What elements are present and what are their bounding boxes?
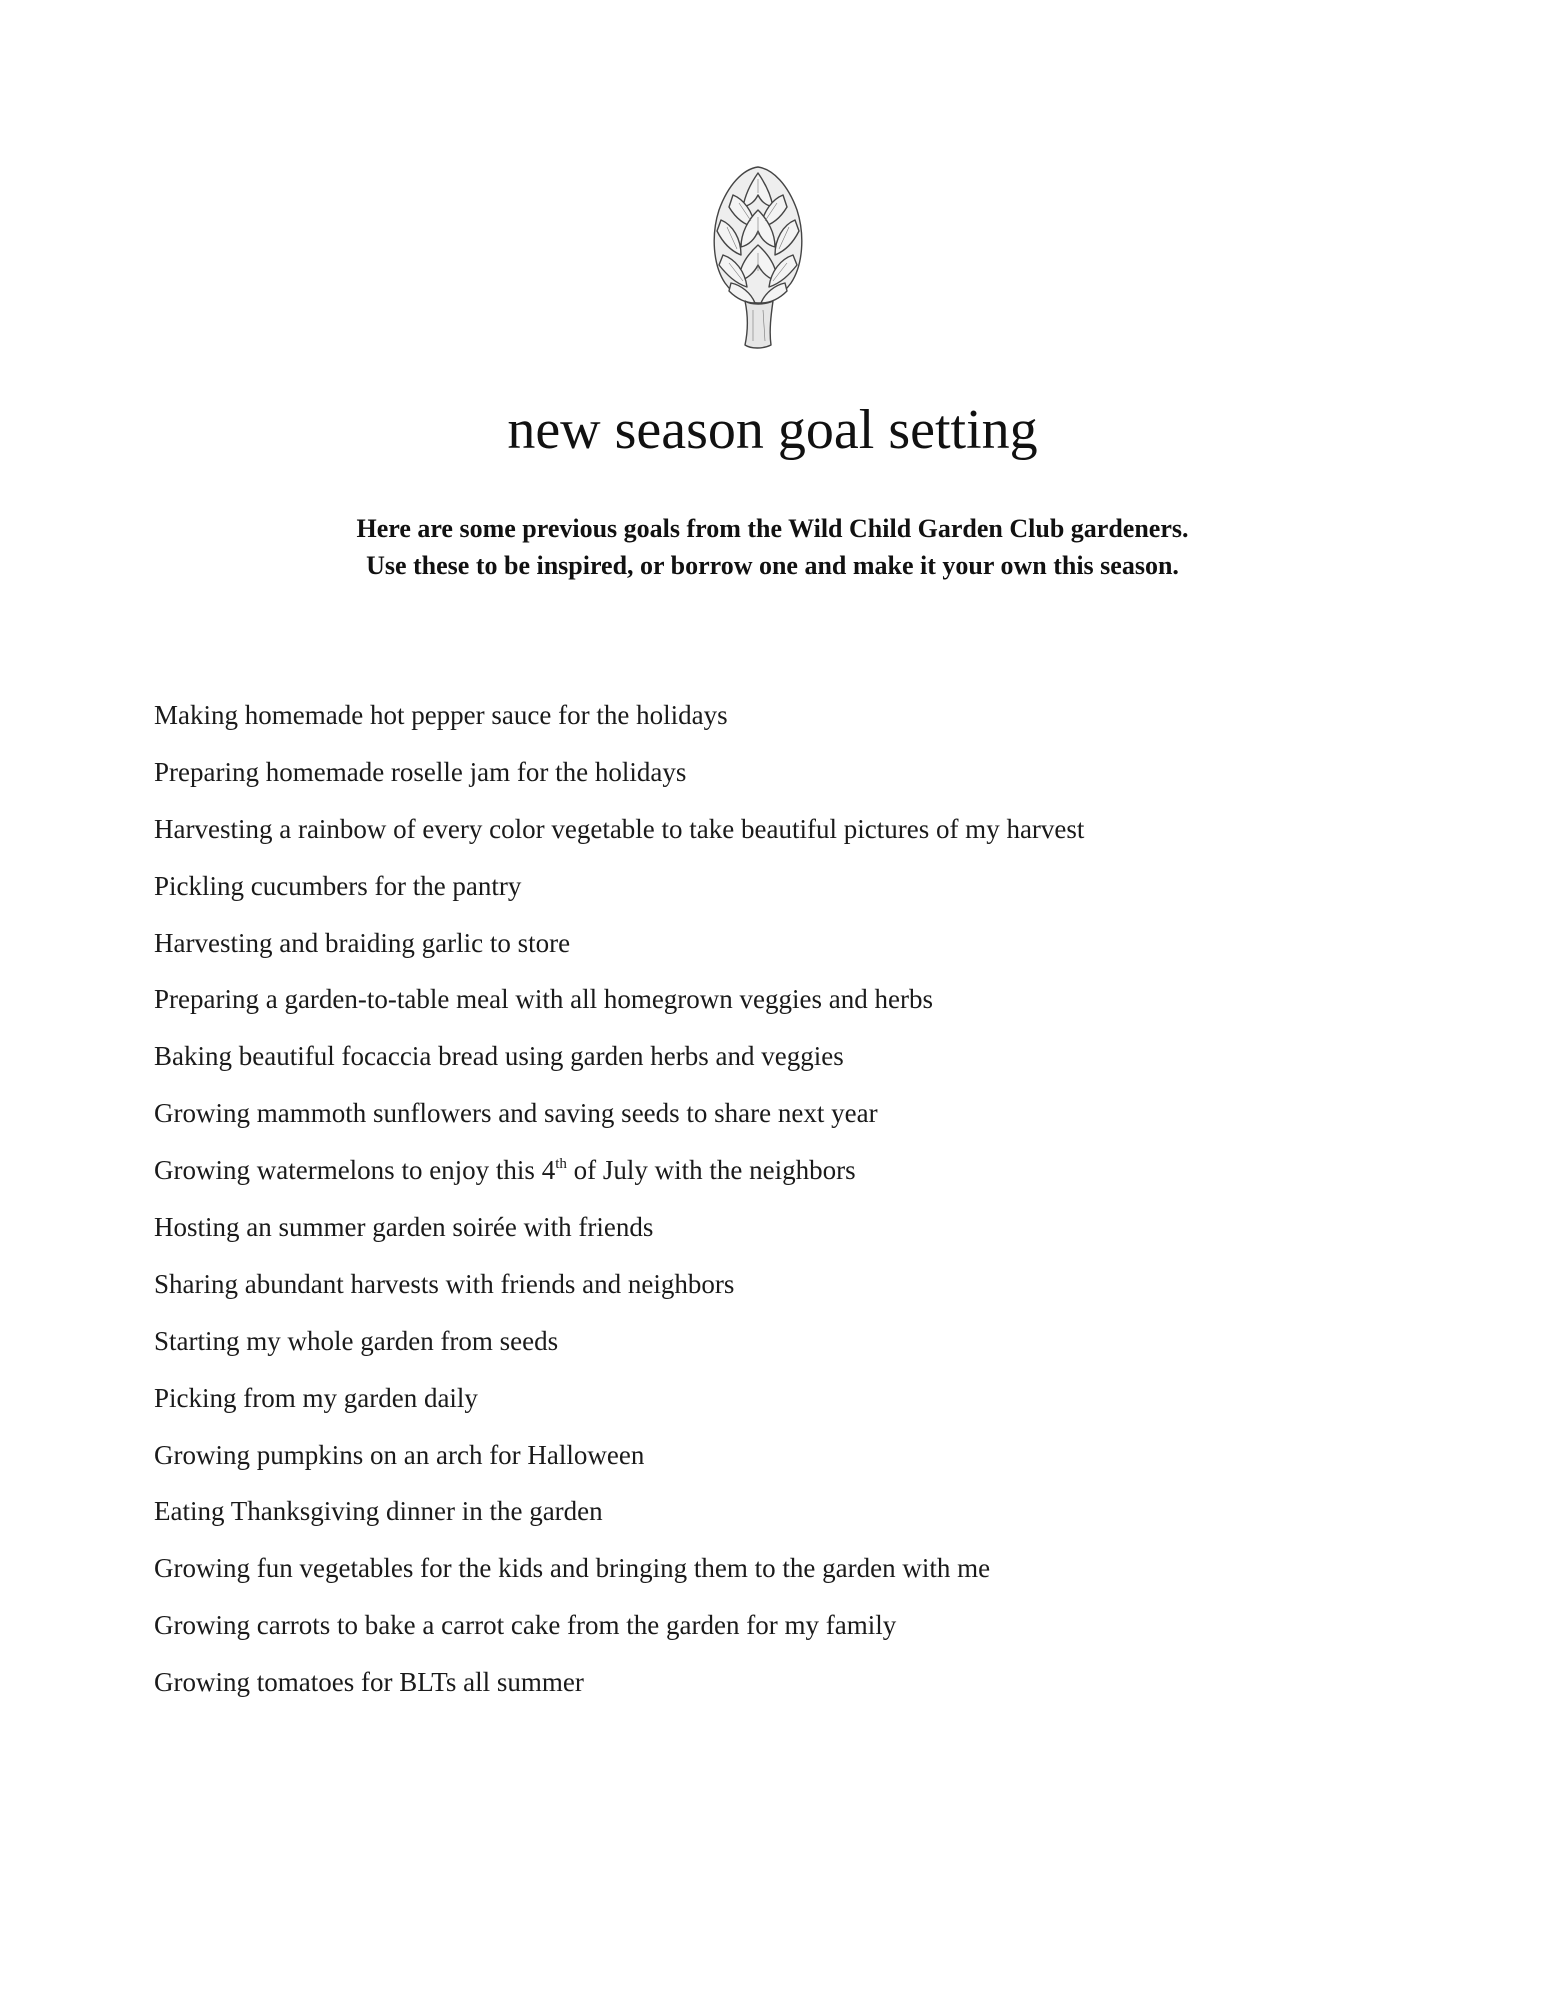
goal-text: Sharing abundant harvests with friends and neighbors (154, 1268, 735, 1299)
goal-text: Harvesting and braiding garlic to store (154, 927, 571, 958)
goal-text: Harvesting a rainbow of every color vegetable to take beautiful pictures of my harvest (154, 813, 1085, 844)
ordinal-suffix: th (555, 1156, 567, 1173)
goal-item (154, 1093, 1084, 1150)
goal-list (154, 695, 1084, 1719)
goal-item (154, 866, 1084, 923)
goal-item (154, 695, 1084, 752)
goal-item (154, 752, 1084, 809)
goal-text: Growing mammoth sunflowers and saving seeds to share next year (154, 1098, 878, 1129)
goal-item (154, 1491, 1084, 1548)
artichoke-icon (693, 165, 823, 350)
goal-text: Eating Thanksgiving dinner in the garden (154, 1496, 603, 1527)
goal-text: Baking beautiful focaccia bread using garden herbs and veggies (154, 1041, 844, 1072)
goal-item (154, 1036, 1084, 1093)
goal-item (154, 979, 1084, 1036)
goal-item (154, 1548, 1084, 1605)
goal-item (154, 1150, 1084, 1207)
goal-text: Starting my whole garden from seeds (154, 1325, 559, 1356)
goal-text: Hosting an summer garden soirée with friends (154, 1212, 654, 1243)
goal-text: Making homemade hot pepper sauce for the holidays (154, 700, 728, 730)
intro-line: Here are some previous goals from the Wild Child Garden Club gardeners. (356, 514, 1189, 543)
goal-item (154, 1264, 1084, 1321)
page-title: new season goal setting (507, 399, 1038, 461)
goal-item (154, 1321, 1084, 1378)
goal-text: Picking from my garden daily (154, 1382, 478, 1413)
intro-line: Use these to be inspired, or borrow one and make it your own this season. (366, 551, 1179, 580)
goal-text-continued: of July with the neighbors (566, 1155, 856, 1186)
goal-text: Preparing a garden-to-table meal with all homegrown veggies and herbs (154, 984, 933, 1015)
goal-text: Growing tomatoes for BLTs all summer (154, 1667, 584, 1698)
goal-item (154, 1435, 1084, 1492)
goal-item (154, 1378, 1084, 1435)
goal-item (154, 1207, 1084, 1264)
goal-item (154, 1605, 1084, 1662)
goal-text: Preparing homemade roselle jam for the holidays (154, 756, 687, 787)
goal-text: Growing carrots to bake a carrot cake from the garden for my family (154, 1610, 897, 1641)
goal-text: Growing watermelons to enjoy this 4 (154, 1155, 556, 1186)
goal-text: Pickling cucumbers for the pantry (154, 870, 522, 901)
goal-item (154, 1662, 1084, 1719)
goal-item (154, 809, 1084, 866)
goal-text: Growing fun vegetables for the kids and bringing them to the garden with me (154, 1553, 991, 1584)
goal-text: Growing pumpkins on an arch for Halloween (154, 1439, 645, 1470)
goal-item (154, 923, 1084, 980)
intro-text (0, 510, 1545, 584)
